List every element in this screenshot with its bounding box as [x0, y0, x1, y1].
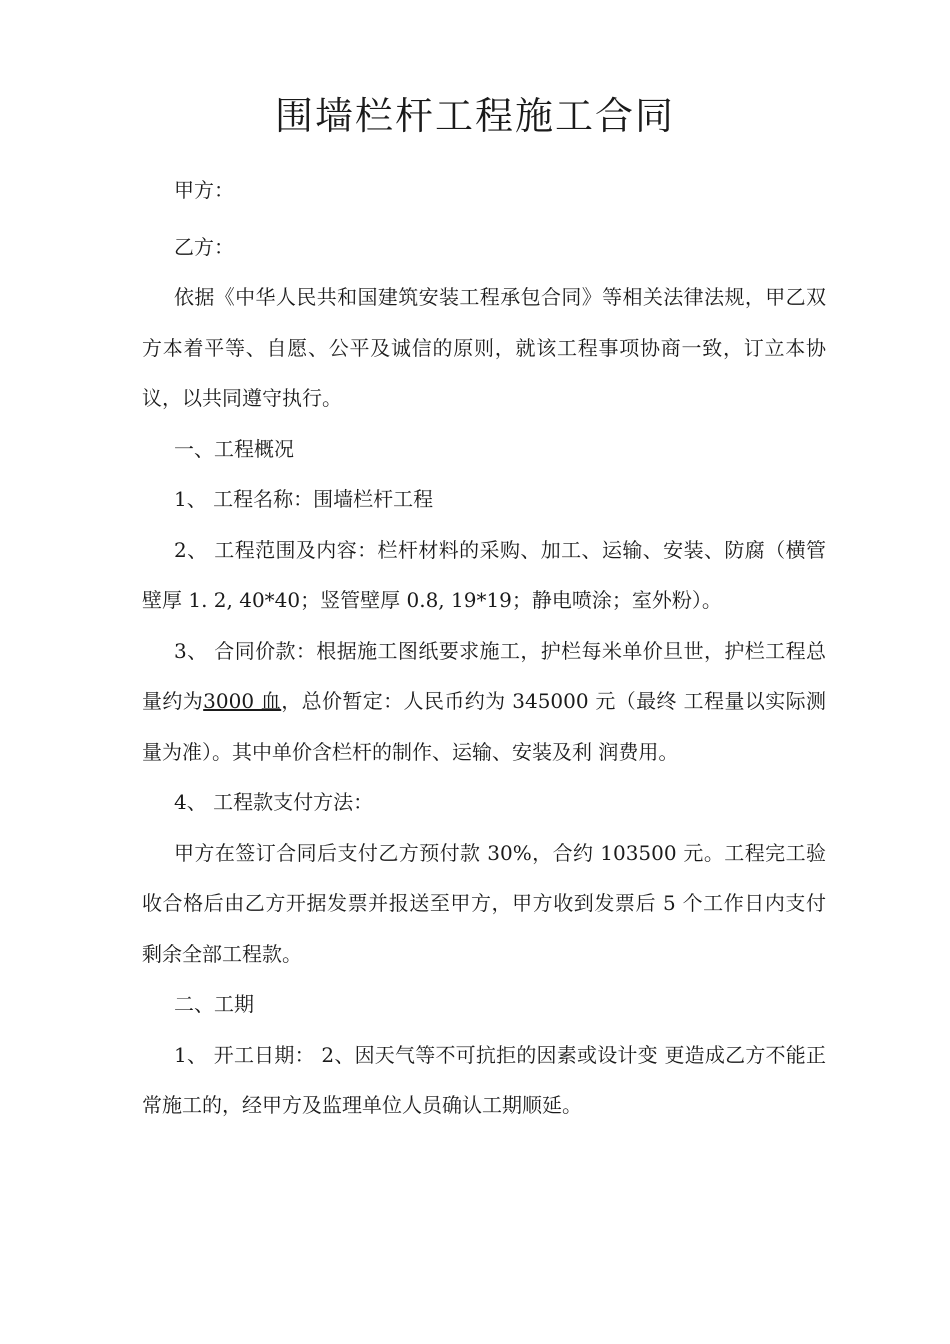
item-3-price-text-a: 3、 合同价款：根据施工图纸要求施工，护栏每米单价旦世，护栏工程总量约为	[142, 638, 826, 713]
document-body	[142, 165, 826, 1131]
item-2-scope: 2、 工程范围及内容：栏杆材料的采购、加工、运输、安装、防腐（横管壁厚 1. 2, 40*40；竖管壁厚 0.8, 19*19；静电喷涂；室外粉）。	[142, 537, 826, 612]
item-1-project-name: 1、 工程名称：围墙栏杆工程	[174, 487, 434, 511]
duration-item: 1、 开工日期： 2、因天气等不可抗拒的因素或设计变 更造成乙方不能正常施工的，经甲方及监理单位人员确认工期顺延。	[142, 1042, 826, 1117]
party-b-line: 乙方：	[174, 234, 234, 259]
item-3-price-text-b: ，总价暂定：人民币约为 345000 元（最终 工程量以实际测量为准）。其中单价含栏杆的制作、运输、安装及利 润费用。	[142, 689, 827, 764]
payment-terms-paragraph: 甲方在签订合同后支付乙方预付款 30%，合约 103500 元。工程完工验收合格后由乙方开据发票并报送至甲方，甲方收到发票后 5 个工作日内支付剩余全部工程款。	[142, 840, 826, 966]
item-3-quantity-underlined: 3000 血	[203, 689, 282, 713]
item-4-payment-method: 4、 工程款支付方法：	[174, 790, 374, 814]
section-2-heading: 二、工期	[174, 992, 254, 1016]
item-3-price	[142, 626, 826, 778]
document-title: 围墙栏杆工程施工合同	[274, 94, 675, 138]
section-1-heading: 一、工程概况	[174, 436, 294, 461]
preamble-paragraph: 依据《中华人民共和国建筑安装工程承包合同》等相关法律法规，甲乙双方本着平等、自愿、公平及诚信的原则，就该工程事项协商一致，订立本协议，以共同遵守执行。	[142, 285, 826, 410]
party-a-line: 甲方：	[174, 178, 234, 202]
